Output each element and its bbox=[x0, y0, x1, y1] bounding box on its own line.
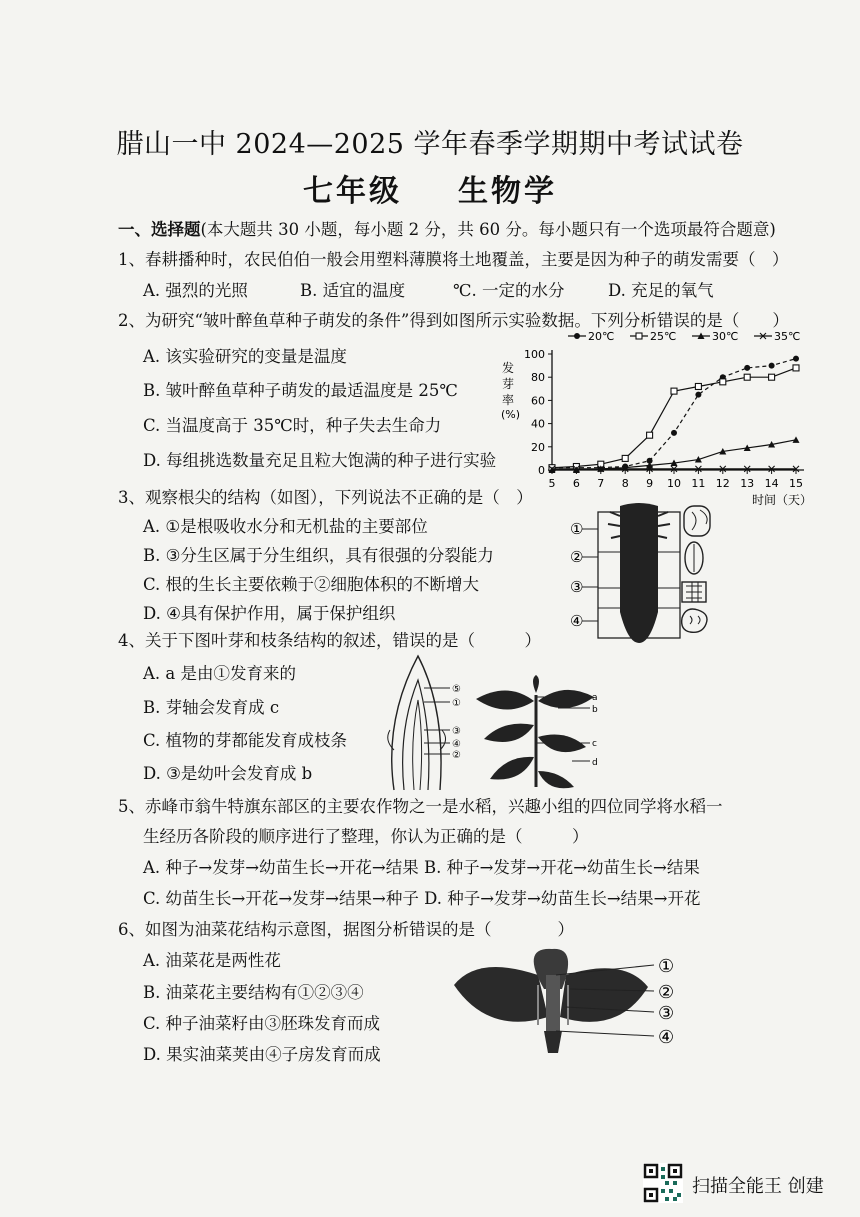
q2-option-d: D. 每组挑选数量充足且粒大饱满的种子进行实验 bbox=[143, 451, 497, 470]
flower-label-1: ① bbox=[658, 956, 675, 977]
x-tick-label: 6 bbox=[572, 477, 580, 490]
subject-label: 生物学 bbox=[458, 174, 557, 209]
data-point-s0 bbox=[744, 365, 750, 371]
y-axis-label-3: 率 bbox=[502, 393, 515, 407]
y-tick-label: 40 bbox=[531, 417, 545, 431]
x-tick-label: 12 bbox=[715, 477, 730, 490]
q5-stem-line2: 生经历各阶段的顺序进行了整理，你认为正确的是（ ） bbox=[143, 827, 589, 846]
y-tick-label: 60 bbox=[531, 394, 545, 408]
legend-marker-1 bbox=[636, 333, 642, 339]
data-point-s1 bbox=[622, 455, 628, 461]
q6-option-b: B. 油菜花主要结构有①②③④ bbox=[143, 983, 364, 1002]
exam-subtitle bbox=[0, 166, 860, 210]
bud-label-5: ⑤ bbox=[452, 684, 461, 695]
data-point-s1 bbox=[720, 379, 726, 385]
root-label-2: ② bbox=[570, 548, 584, 566]
x-tick-label: 5 bbox=[548, 477, 556, 490]
y-tick-label: 0 bbox=[538, 464, 545, 477]
q2-option-c: C. 当温度高于 35℃时，种子失去生命力 bbox=[143, 416, 442, 435]
section-heading bbox=[118, 216, 776, 240]
q1-option-a: A. 强烈的光照 bbox=[143, 281, 248, 300]
section-desc: (本大题共 30 小题，每小题 2 分，共 60 分。每小题只有一个选项最符合题意) bbox=[200, 220, 776, 239]
leaf-bud-figure bbox=[380, 650, 470, 795]
legend-label-1: 25℃ bbox=[650, 330, 677, 343]
legend-label-3: 35℃ bbox=[774, 330, 801, 343]
q4-option-b: B. 芽轴会发育成 c bbox=[143, 698, 280, 717]
q2-option-b: B. 皱叶醉鱼草种子萌发的最适温度是 25℃ bbox=[143, 381, 458, 400]
branch-label-a: a bbox=[592, 693, 598, 703]
q5-stem-line1: 5、赤峰市翁牛特旗东部区的主要农作物之一是水稻，兴趣小组的四位同学将水稻一 bbox=[118, 797, 723, 816]
root-tip-figure bbox=[562, 500, 727, 645]
data-point-s0 bbox=[793, 356, 799, 362]
q2-stem: 2、为研究“皱叶醉鱼草种子萌发的条件”得到如图所示实验数据。下列分析错误的是（ ） bbox=[118, 311, 789, 330]
q4-option-d: D. ③是幼叶会发育成 b bbox=[143, 764, 313, 783]
flower-label-2: ② bbox=[658, 982, 675, 1003]
x-tick-label: 13 bbox=[740, 477, 755, 490]
q5-options-cd: C. 幼苗生长→开花→发芽→结果→种子 D. 种子→发芽→幼苗生长→结果→开花 bbox=[143, 889, 701, 908]
data-point-s0 bbox=[769, 363, 775, 369]
branch-label-d: d bbox=[592, 758, 598, 768]
x-tick-label: 14 bbox=[764, 477, 779, 490]
y-axis-label-4: (%) bbox=[501, 408, 521, 421]
q3-option-a: A. ①是根吸收水分和无机盐的主要部位 bbox=[143, 517, 428, 536]
q3-stem: 3、观察根尖的结构（如图），下列说法不正确的是（ ） bbox=[118, 488, 533, 507]
data-point-s1 bbox=[695, 383, 701, 389]
qr-code-icon bbox=[643, 1163, 683, 1203]
grade-label: 七年级 bbox=[303, 174, 402, 209]
y-axis-label-1: 发 bbox=[502, 361, 515, 375]
chart-plot bbox=[549, 356, 800, 473]
root-label-1: ① bbox=[570, 520, 584, 538]
x-tick-label: 11 bbox=[691, 477, 706, 490]
q1-option-b: B. 适宜的温度 bbox=[300, 281, 406, 300]
branch-label-c: c bbox=[592, 739, 597, 749]
q1-option-c: ℃. 一定的水分 bbox=[453, 281, 565, 300]
y-tick-label: 80 bbox=[531, 371, 545, 385]
section-label: 一、选择题 bbox=[118, 220, 201, 239]
series-line-1 bbox=[552, 368, 796, 468]
data-point-s1 bbox=[647, 432, 653, 438]
chart-legend bbox=[568, 330, 800, 343]
q6-option-d: D. 果实油菜荚由④子房发育而成 bbox=[143, 1045, 381, 1064]
q3-option-d: D. ④具有保护作用，属于保护组织 bbox=[143, 604, 396, 623]
branch-label-b: b bbox=[592, 705, 598, 715]
exam-title: 腊山一中 2024—2025 学年春季学期期中考试试卷 bbox=[116, 129, 744, 160]
legend-label-0: 20℃ bbox=[588, 330, 615, 343]
q4-option-a: A. a 是由①发育来的 bbox=[143, 664, 296, 683]
q6-stem: 6、如图为油菜花结构示意图，据图分析错误的是（ ） bbox=[118, 920, 574, 939]
q4-option-c: C. 植物的芽都能发育成枝条 bbox=[143, 731, 348, 750]
q4-stem: 4、关于下图叶芽和枝条结构的叙述，错误的是（ ） bbox=[118, 631, 541, 650]
q3-option-c: C. 根的生长主要依赖于②细胞体积的不断增大 bbox=[143, 575, 480, 594]
x-tick-label: 9 bbox=[646, 477, 654, 490]
x-axis-label: 时间（天） bbox=[752, 493, 813, 507]
bud-label-1: ① bbox=[452, 698, 461, 709]
data-point-s0 bbox=[671, 430, 677, 436]
q6-option-c: C. 种子油菜籽由③胚珠发育而成 bbox=[143, 1014, 381, 1033]
legend-marker-0 bbox=[574, 333, 580, 339]
y-tick-label: 20 bbox=[531, 440, 545, 454]
bud-label-4: ④ bbox=[452, 739, 461, 750]
y-axis-label-2: 芽 bbox=[502, 377, 515, 391]
data-point-s1 bbox=[793, 365, 799, 371]
y-tick-label: 100 bbox=[524, 348, 545, 361]
data-point-s2 bbox=[793, 436, 800, 443]
x-tick-label: 7 bbox=[597, 477, 605, 490]
data-point-s1 bbox=[671, 388, 677, 394]
data-point-s1 bbox=[744, 374, 750, 380]
flower-label-4: ④ bbox=[658, 1027, 675, 1048]
scanner-watermark: 扫描全能王 创建 bbox=[692, 1176, 824, 1197]
legend-label-2: 30℃ bbox=[712, 330, 739, 343]
q1-stem: 1、春耕播种时，农民伯伯一般会用塑料薄膜将土地覆盖，主要是因为种子的萌发需要（ ） bbox=[118, 250, 789, 269]
root-label-3: ③ bbox=[570, 578, 584, 596]
bud-label-3: ③ bbox=[452, 726, 461, 737]
x-tick-label: 10 bbox=[667, 477, 681, 490]
q2-option-a: A. 该实验研究的变量是温度 bbox=[143, 347, 347, 366]
q5-options-ab: A. 种子→发芽→幼苗生长→开花→结果 B. 种子→发芽→开花→幼苗生长→结果 bbox=[143, 858, 700, 877]
branch-figure bbox=[472, 675, 607, 790]
data-point-s1 bbox=[769, 374, 775, 380]
q3-option-b: B. ③分生区属于分生组织，具有很强的分裂能力 bbox=[143, 546, 494, 565]
bud-label-2: ② bbox=[452, 750, 461, 761]
q6-option-a: A. 油菜花是两性花 bbox=[143, 951, 281, 970]
x-tick-label: 15 bbox=[789, 477, 803, 490]
root-label-4: ④ bbox=[570, 612, 584, 630]
flower-label-3: ③ bbox=[658, 1003, 675, 1024]
rape-flower-figure bbox=[448, 945, 693, 1060]
q1-option-d: D. 充足的氧气 bbox=[608, 281, 714, 300]
germination-chart bbox=[490, 322, 820, 512]
series-line-0 bbox=[552, 359, 796, 468]
data-point-s0 bbox=[695, 392, 701, 398]
x-tick-label: 8 bbox=[621, 477, 629, 490]
